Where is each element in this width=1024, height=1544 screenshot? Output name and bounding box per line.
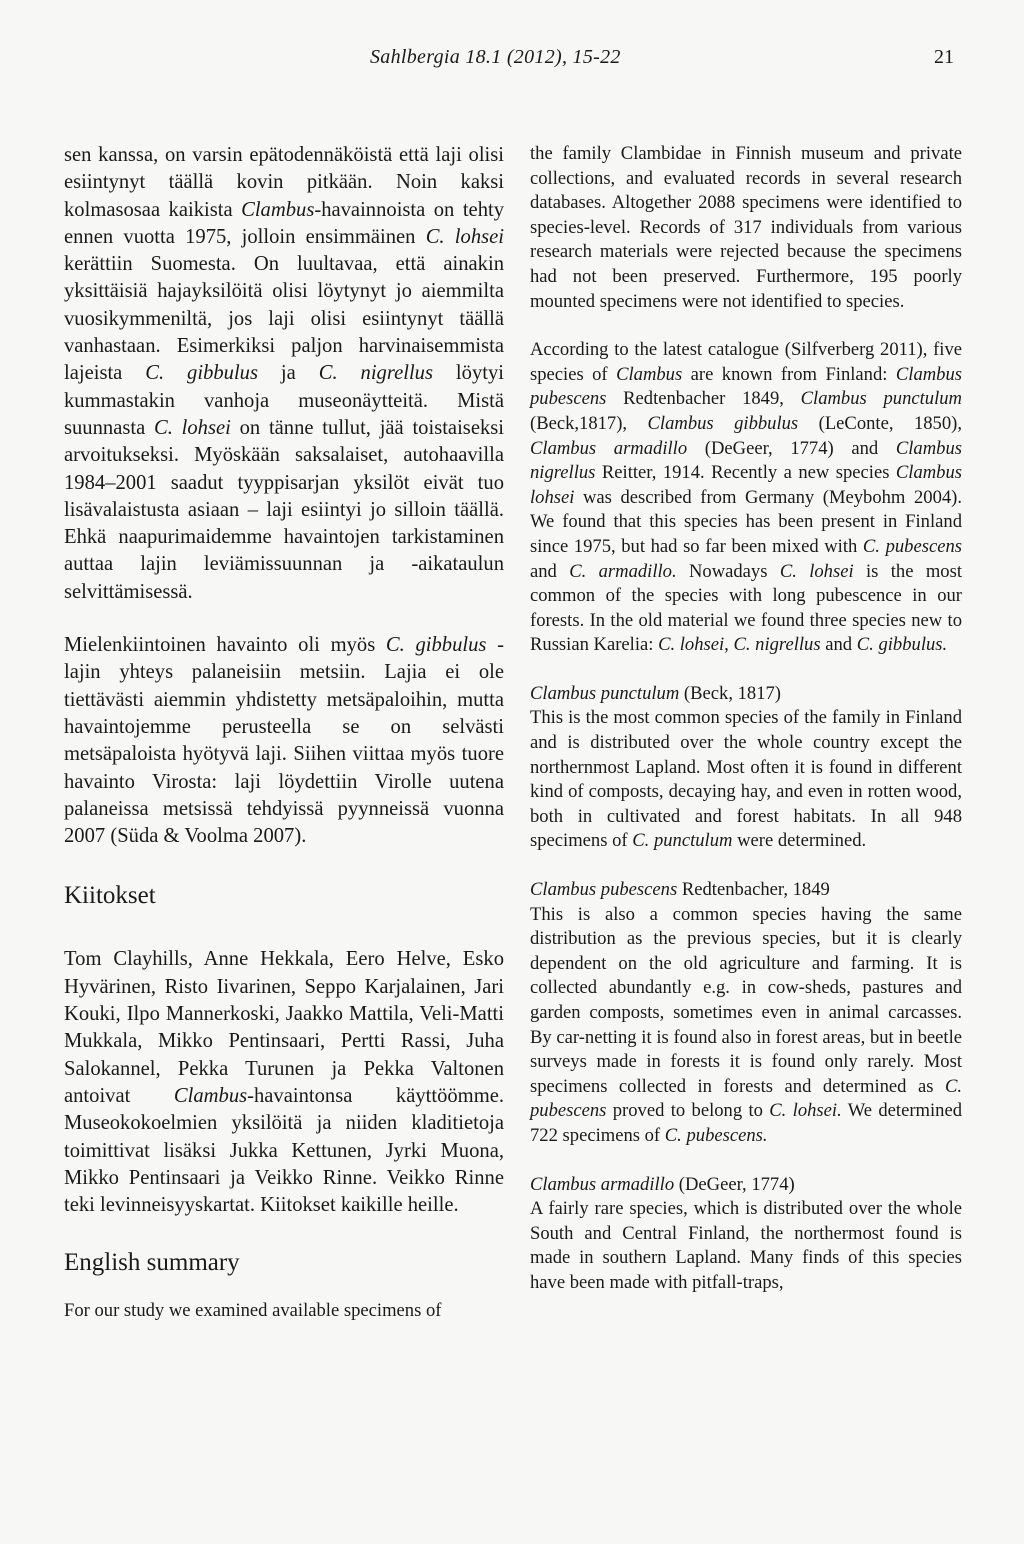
page-number: 21 [934,46,954,68]
paragraph-summary-continued: the family Clambidae in Finnish museum and private collections, and evaluated records in several research databases. Altogether 2088 specimens were identified to species-level. Records of 317 individuals from various research materials were rejected because the specimens had not been preserved. Furthermore, 195 poorly mounted specimens were not identified to species. [530,143,962,312]
paragraph-summary-start: For our study we examined available specimens of [64,1300,442,1322]
paragraph-discussion: sen kanssa, on varsin epätodennäköistä että laji olisi esiintynyt täällä kovin pitkään. Noin kaksi kolmasosaa kaikista Clambus-havainnoista on tehty ennen vuotta 1975, jolloin ensimmäinen C. lohsei kerättiin Suomesta. On luultavaa, että ainakin yksittäisiä hajayksilöitä olisi löytynyt jo aiemmilta vuosikymmeniltä, jos laji olisi esiintynyt täällä vanhastaan. Esimerkiksi paljon harvinaisemmista lajeista C. gibbulus ja C. nigrellus löytyi kummastakin vanhoja museonäytteitä. Mistä suunnasta C. lohsei on tänne tullut, jää toistaiseksi arvoitukseksi. Myöskään saksalaiset, autohaavilla 1984–2001 saadut tyyppisarjan yksilöt eivät tuo lisävalaistusta asiaan – laji esiintyi jo silloin täällä. Ehkä naapurimaidemme havaintojen tarkistaminen auttaa lajin leviämissuunnan ja -aikataulun selvittämisessä. [64,144,505,603]
heading-kiitokset: Kiitokset [64,882,156,910]
page-header [0,46,1024,76]
species-heading-pubescens: Clambus pubescens Redtenbacher, 1849 [530,879,830,901]
species-text-armadillo: A fairly rare species, which is distributed over the whole South and Central Finland, the northermost found is made in southern Lapland. Many finds of this species have been made with pitfall-traps, [530,1198,962,1293]
paragraph-gibbulus-fire: Mielenkiintoinen havainto oli myös C. gibbulus -lajin yhteys palaneisiin metsiin. Lajia ei ole tiettävästi aiemmin yhdistetty metsäpaloihin, mutta havaintojemme perusteella se on selvästi metsäpaloista hyötyvä laji. Siihen viittaa myös tuore havainto Virosta: laji löydettiin Virolle uutena palaneissa metsissä tehdyissä pyynneissä vuonna 2007 (Süda & Voolma 2007). [64,634,504,848]
species-heading-armadillo: Clambus armadillo (DeGeer, 1774) [530,1173,795,1195]
paragraph-species-list: According to the latest catalogue (Silfverberg 2011), five species of Clambus are known from Finland: Clambus pubescens Redtenbacher 1849, Clambus punctulum (Beck,1817), Clambus gibbulus (LeConte, 1850), Clambus armadillo (DeGeer, 1774) and Clambus nigrellus Reitter, 1914. Recently a new species Clambus lohsei was described from Germany (Meybohm 2004). We found that this species has been present in Finland since 1975, but had so far been mixed with C. pubescens and C. armadillo. Nowadays C. lohsei is the most common of the species with long pubescence in our forests. In the old material we found three species new to Russian Karelia: C. lohsei, C. nigrellus and C. gibbulus. [530,339,962,656]
paragraph-acknowledgements: Tom Clayhills, Anne Hekkala, Eero Helve, Esko Hyvärinen, Risto Iivarinen, Seppo Karjalainen, Jari Kouki, Ilpo Mannerkoski, Jaakko Mattila, Veli-Matti Mukkala, Mikko Pentinsaari, Pertti Rassi, Juha Salokannel, Pekka Turunen ja Pekka Valtonen antoivat Clambus-havaintonsa käyttöömme. Museokokoelmien yksilöitä ja niiden kladitietoja toimittivat lisäksi Jukka Kettunen, Jyrki Muona, Mikko Pentinsaari ja Veikko Rinne. Veikko Rinne teki levinneisyyskartat. Kiitokset kaikille heille. [64,948,504,1217]
left-column [64,142,504,1324]
heading-english-summary: English summary [64,1249,240,1277]
species-text-pubescens: This is also a common species having the same distribution as the previous species, but it is clearly dependent on the old agriculture and farming. It is collected abundantly e.g. in cow-sheds, pastures and garden composts, sometimes even in animal carcasses. By car-netting it is found also in forest areas, but in beetle surveys made in forests it is found only rarely. Most specimens collected in forests and determined as C. pubescens proved to belong to C. lohsei. We determined 722 specimens of C. pubescens. [530,903,962,1146]
species-text-punctulum: This is the most common species of the family in Finland and is distributed over the whole country except the northernmost Lapland. Most often it is found in different kind of composts, decaying hay, and even in rotten wood, both in cultivated and forest habitats. In all 948 specimens of C. punctulum were determined. [530,707,962,852]
journal-citation: Sahlbergia 18.1 (2012), 15-22 [370,46,621,68]
right-column [530,142,962,1296]
species-heading-punctulum: Clambus punctulum (Beck, 1817) [530,682,782,704]
